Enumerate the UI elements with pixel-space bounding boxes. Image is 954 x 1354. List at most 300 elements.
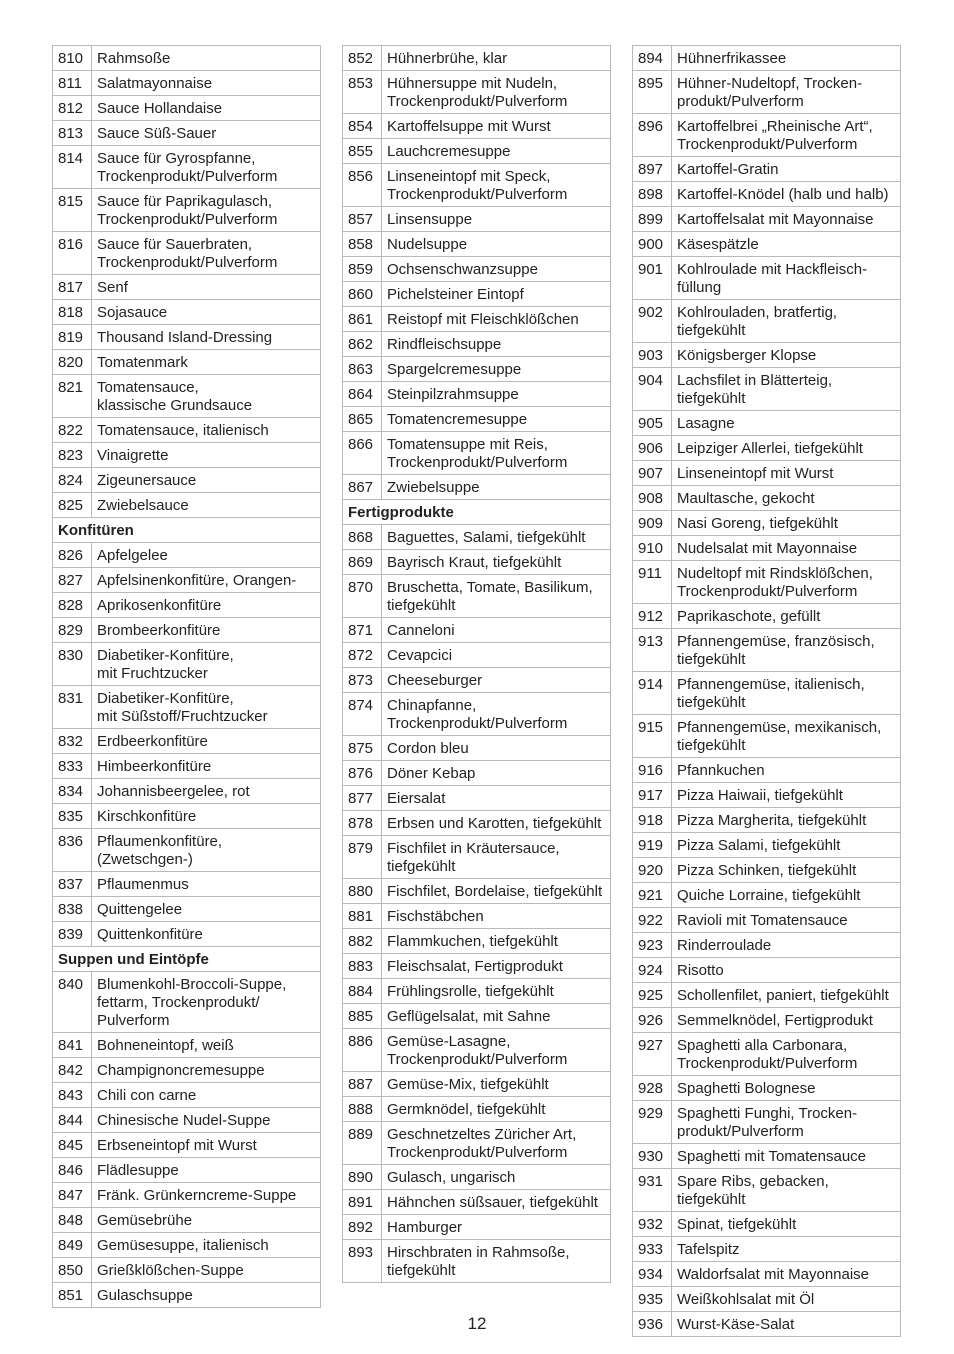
item-number: 920 — [633, 858, 672, 883]
item-name: Hamburger — [382, 1215, 611, 1240]
table-row — [53, 729, 321, 754]
item-number: 823 — [53, 443, 92, 468]
item-number: 887 — [343, 1072, 382, 1097]
item-number: 870 — [343, 575, 382, 618]
item-name: Quiche Lorraine, tiefgekühlt — [672, 883, 901, 908]
table-row — [343, 71, 611, 114]
table-row — [343, 307, 611, 332]
item-name: Flammkuchen, tiefgekühlt — [382, 929, 611, 954]
table-row — [633, 604, 901, 629]
table-row — [53, 1033, 321, 1058]
item-name: Spare Ribs, gebacken, tiefgekühlt — [672, 1169, 901, 1212]
item-name: Wurst-Käse-Salat — [672, 1312, 901, 1337]
section-header: Suppen und Eintöpfe — [53, 947, 321, 972]
item-number: 933 — [633, 1237, 672, 1262]
table-row — [343, 1072, 611, 1097]
table-row — [633, 715, 901, 758]
table-row — [53, 1083, 321, 1108]
item-number: 929 — [633, 1101, 672, 1144]
item-name: Kohlrouladen, bratfertig, tiefgekühlt — [672, 300, 901, 343]
item-name: Diabetiker-Konfitüre, mit Süßstoff/Fruchtzucker — [92, 686, 321, 729]
item-number: 861 — [343, 307, 382, 332]
item-number: 820 — [53, 350, 92, 375]
table-row — [53, 897, 321, 922]
item-name: Chinapfanne, Trockenprodukt/Pulverform — [382, 693, 611, 736]
item-name: Himbeerkonfitüre — [92, 754, 321, 779]
item-name: Pfannkuchen — [672, 758, 901, 783]
item-name: Flädlesuppe — [92, 1158, 321, 1183]
item-name: Semmelknödel, Fertigprodukt — [672, 1008, 901, 1033]
item-name: Champignoncremesuppe — [92, 1058, 321, 1083]
item-number: 822 — [53, 418, 92, 443]
item-number: 928 — [633, 1076, 672, 1101]
item-number: 890 — [343, 1165, 382, 1190]
table-row — [343, 618, 611, 643]
table-row — [53, 443, 321, 468]
table-row — [53, 972, 321, 1033]
item-name: Gulasch, ungarisch — [382, 1165, 611, 1190]
table-row — [53, 568, 321, 593]
item-number: 881 — [343, 904, 382, 929]
table-row — [343, 929, 611, 954]
item-number: 814 — [53, 146, 92, 189]
item-name: Spaghetti alla Carbonara, Trockenprodukt/Pulverform — [672, 1033, 901, 1076]
item-name: Thousand Island-Dressing — [92, 325, 321, 350]
item-name: Salatmayonnaise — [92, 71, 321, 96]
item-number: 858 — [343, 232, 382, 257]
item-name: Tomatensuppe mit Reis, Trockenprodukt/Pulverform — [382, 432, 611, 475]
table-row — [53, 189, 321, 232]
item-number: 916 — [633, 758, 672, 783]
item-name: Erbseneintopf mit Wurst — [92, 1133, 321, 1158]
item-number: 885 — [343, 1004, 382, 1029]
item-name: Risotto — [672, 958, 901, 983]
table-row — [343, 282, 611, 307]
table-row — [53, 325, 321, 350]
item-number: 914 — [633, 672, 672, 715]
table-row — [343, 761, 611, 786]
item-name: Tomatenmark — [92, 350, 321, 375]
item-name: Pichelsteiner Eintopf — [382, 282, 611, 307]
table-row — [343, 575, 611, 618]
item-number: 816 — [53, 232, 92, 275]
table-row — [343, 232, 611, 257]
item-number: 880 — [343, 879, 382, 904]
item-number: 923 — [633, 933, 672, 958]
item-name: Rahmsoße — [92, 46, 321, 71]
table-row — [633, 1008, 901, 1033]
table-row — [53, 593, 321, 618]
item-name: Rinderroulade — [672, 933, 901, 958]
item-number: 857 — [343, 207, 382, 232]
table-row — [343, 693, 611, 736]
item-name: Waldorfsalat mit Mayonnaise — [672, 1262, 901, 1287]
table-row — [633, 1076, 901, 1101]
item-name: Vinaigrette — [92, 443, 321, 468]
table-row — [343, 736, 611, 761]
item-name: Pizza Haiwaii, tiefgekühlt — [672, 783, 901, 808]
item-number: 884 — [343, 979, 382, 1004]
table-row — [53, 375, 321, 418]
item-name: Reistopf mit Fleischklößchen — [382, 307, 611, 332]
item-name: Zigeunersauce — [92, 468, 321, 493]
item-number: 900 — [633, 232, 672, 257]
item-name: Pfannengemüse, französisch, tiefgekühlt — [672, 629, 901, 672]
item-number: 893 — [343, 1240, 382, 1283]
item-name: Nasi Goreng, tiefgekühlt — [672, 511, 901, 536]
item-name: Frühlingsrolle, tiefgekühlt — [382, 979, 611, 1004]
item-name: Ochsenschwanzsuppe — [382, 257, 611, 282]
table-row — [633, 157, 901, 182]
item-number: 817 — [53, 275, 92, 300]
table-row — [53, 121, 321, 146]
table-row — [343, 904, 611, 929]
table-row — [343, 979, 611, 1004]
item-name: Sojasauce — [92, 300, 321, 325]
table-row — [343, 1165, 611, 1190]
table-row — [343, 550, 611, 575]
item-number: 922 — [633, 908, 672, 933]
table-row — [53, 146, 321, 189]
item-number: 902 — [633, 300, 672, 343]
item-number: 889 — [343, 1122, 382, 1165]
table-row — [343, 139, 611, 164]
item-name: Germknödel, tiefgekühlt — [382, 1097, 611, 1122]
table-row — [633, 672, 901, 715]
table-row — [343, 954, 611, 979]
table-row — [53, 872, 321, 897]
item-number: 876 — [343, 761, 382, 786]
table-row — [633, 858, 901, 883]
table-row — [343, 1215, 611, 1240]
table-row — [633, 411, 901, 436]
table-row — [53, 643, 321, 686]
item-number: 918 — [633, 808, 672, 833]
item-name: Ravioli mit Tomatensauce — [672, 908, 901, 933]
item-name: Fleischsalat, Fertigprodukt — [382, 954, 611, 979]
item-number: 818 — [53, 300, 92, 325]
item-number: 899 — [633, 207, 672, 232]
item-name: Bohneneintopf, weiß — [92, 1033, 321, 1058]
item-name: Tomatensauce, italienisch — [92, 418, 321, 443]
section-header-row — [53, 947, 321, 972]
item-name: Gulaschsuppe — [92, 1283, 321, 1308]
table-row — [53, 350, 321, 375]
table-row — [53, 46, 321, 71]
table-row — [53, 96, 321, 121]
table-row — [633, 257, 901, 300]
table-row — [53, 922, 321, 947]
table-row — [53, 418, 321, 443]
item-name: Spaghetti Funghi, Trocken- produkt/Pulverform — [672, 1101, 901, 1144]
table-row — [343, 643, 611, 668]
item-number: 903 — [633, 343, 672, 368]
item-name: Kartoffel-Gratin — [672, 157, 901, 182]
item-name: Käsespätzle — [672, 232, 901, 257]
item-name: Steinpilzrahmsuppe — [382, 382, 611, 407]
item-name: Pflaumenmus — [92, 872, 321, 897]
item-name: Gemüse-Lasagne, Trockenprodukt/Pulverform — [382, 1029, 611, 1072]
table-row — [53, 686, 321, 729]
table-row — [633, 958, 901, 983]
item-name: Hühner-Nudeltopf, Trocken- produkt/Pulverform — [672, 71, 901, 114]
item-number: 846 — [53, 1158, 92, 1183]
item-name: Bruschetta, Tomate, Basilikum, tiefgekühlt — [382, 575, 611, 618]
table-row — [633, 1033, 901, 1076]
table-row — [53, 71, 321, 96]
item-name: Cevapcici — [382, 643, 611, 668]
table-row — [343, 525, 611, 550]
item-name: Apfelsinenkonfitüre, Orangen- — [92, 568, 321, 593]
item-name: Aprikosenkonfitüre — [92, 593, 321, 618]
item-name: Zwiebelsuppe — [382, 475, 611, 500]
item-number: 810 — [53, 46, 92, 71]
item-number: 825 — [53, 493, 92, 518]
table-row — [343, 836, 611, 879]
food-list-column-1 — [52, 45, 321, 1308]
table-row — [343, 1122, 611, 1165]
table-row — [343, 357, 611, 382]
item-name: Grießklößchen-Suppe — [92, 1258, 321, 1283]
item-name: Pizza Schinken, tiefgekühlt — [672, 858, 901, 883]
item-name: Spaghetti mit Tomatensauce — [672, 1144, 901, 1169]
section-header-row — [343, 500, 611, 525]
item-number: 859 — [343, 257, 382, 282]
item-number: 848 — [53, 1208, 92, 1233]
table-row — [633, 182, 901, 207]
item-name: Geschnetzeltes Züricher Art, Trockenprodukt/Pulverform — [382, 1122, 611, 1165]
item-number: 865 — [343, 407, 382, 432]
item-number: 936 — [633, 1312, 672, 1337]
item-number: 873 — [343, 668, 382, 693]
item-number: 898 — [633, 182, 672, 207]
item-number: 854 — [343, 114, 382, 139]
table-row — [343, 879, 611, 904]
item-name: Erdbeerkonfitüre — [92, 729, 321, 754]
table-row — [343, 475, 611, 500]
item-name: Gemüse-Mix, tiefgekühlt — [382, 1072, 611, 1097]
table-row — [53, 1183, 321, 1208]
item-name: Blumenkohl-Broccoli-Suppe, fettarm, Trockenprodukt/ Pulverform — [92, 972, 321, 1033]
table-row — [633, 1287, 901, 1312]
table-row — [633, 368, 901, 411]
table-row — [633, 783, 901, 808]
item-number: 869 — [343, 550, 382, 575]
table-row — [633, 300, 901, 343]
table-row — [633, 629, 901, 672]
table-row — [53, 1108, 321, 1133]
table-row — [53, 1258, 321, 1283]
item-name: Kartoffelbrei „Rheinische Art“, Trockenprodukt/Pulverform — [672, 114, 901, 157]
item-name: Spinat, tiefgekühlt — [672, 1212, 901, 1237]
item-number: 833 — [53, 754, 92, 779]
item-name: Brombeerkonfitüre — [92, 618, 321, 643]
item-number: 845 — [53, 1133, 92, 1158]
item-number: 871 — [343, 618, 382, 643]
item-name: Nudeltopf mit Rindsklößchen, Trockenprodukt/Pulverform — [672, 561, 901, 604]
item-name: Sauce für Gyrospfanne, Trockenprodukt/Pulverform — [92, 146, 321, 189]
table-row — [343, 332, 611, 357]
item-name: Sauce für Sauerbraten, Trockenprodukt/Pulverform — [92, 232, 321, 275]
item-number: 904 — [633, 368, 672, 411]
item-name: Schollenfilet, paniert, tiefgekühlt — [672, 983, 901, 1008]
table-row — [633, 46, 901, 71]
item-number: 926 — [633, 1008, 672, 1033]
item-name: Gemüsebrühe — [92, 1208, 321, 1233]
table-row — [633, 1144, 901, 1169]
item-number: 843 — [53, 1083, 92, 1108]
table-row — [633, 232, 901, 257]
item-number: 913 — [633, 629, 672, 672]
item-number: 896 — [633, 114, 672, 157]
table-row — [633, 808, 901, 833]
table-row — [633, 536, 901, 561]
table-row — [633, 1101, 901, 1144]
table-row — [343, 1029, 611, 1072]
table-row — [633, 343, 901, 368]
table-row — [343, 811, 611, 836]
table-row — [343, 382, 611, 407]
table-row — [343, 407, 611, 432]
table-row — [53, 779, 321, 804]
item-number: 815 — [53, 189, 92, 232]
item-number: 829 — [53, 618, 92, 643]
item-name: Königsberger Klopse — [672, 343, 901, 368]
table-row — [343, 114, 611, 139]
item-number: 910 — [633, 536, 672, 561]
item-number: 827 — [53, 568, 92, 593]
item-number: 930 — [633, 1144, 672, 1169]
table-row — [343, 207, 611, 232]
item-number: 935 — [633, 1287, 672, 1312]
table-row — [53, 275, 321, 300]
item-name: Fränk. Grünkerncreme-Suppe — [92, 1183, 321, 1208]
item-number: 832 — [53, 729, 92, 754]
item-number: 840 — [53, 972, 92, 1033]
item-number: 853 — [343, 71, 382, 114]
table-row — [633, 486, 901, 511]
item-number: 834 — [53, 779, 92, 804]
item-name: Pflaumenkonfitüre, (Zwetschgen-) — [92, 829, 321, 872]
table-row — [53, 618, 321, 643]
table-row — [53, 1058, 321, 1083]
table-row — [343, 668, 611, 693]
item-number: 837 — [53, 872, 92, 897]
item-number: 835 — [53, 804, 92, 829]
item-number: 849 — [53, 1233, 92, 1258]
item-name: Diabetiker-Konfitüre, mit Fruchtzucker — [92, 643, 321, 686]
table-row — [633, 1169, 901, 1212]
table-row — [53, 829, 321, 872]
item-number: 874 — [343, 693, 382, 736]
item-number: 872 — [343, 643, 382, 668]
item-number: 830 — [53, 643, 92, 686]
item-number: 850 — [53, 1258, 92, 1283]
item-name: Zwiebelsauce — [92, 493, 321, 518]
item-name: Hühnerfrikassee — [672, 46, 901, 71]
item-number: 894 — [633, 46, 672, 71]
item-number: 867 — [343, 475, 382, 500]
table-row — [343, 164, 611, 207]
item-name: Johannisbeergelee, rot — [92, 779, 321, 804]
item-name: Nudelsuppe — [382, 232, 611, 257]
item-name: Rindfleischsuppe — [382, 332, 611, 357]
item-number: 875 — [343, 736, 382, 761]
item-name: Sauce für Paprikagulasch, Trockenprodukt/Pulverform — [92, 189, 321, 232]
item-name: Gemüsesuppe, italienisch — [92, 1233, 321, 1258]
item-name: Tomatensauce, klassische Grundsauce — [92, 375, 321, 418]
item-number: 915 — [633, 715, 672, 758]
item-number: 925 — [633, 983, 672, 1008]
table-row — [633, 561, 901, 604]
item-number: 826 — [53, 543, 92, 568]
item-number: 868 — [343, 525, 382, 550]
item-name: Apfelgelee — [92, 543, 321, 568]
item-name: Baguettes, Salami, tiefgekühlt — [382, 525, 611, 550]
section-header: Fertigprodukte — [343, 500, 611, 525]
table-row — [633, 933, 901, 958]
item-number: 878 — [343, 811, 382, 836]
item-name: Pfannengemüse, mexikanisch, tiefgekühlt — [672, 715, 901, 758]
table-row — [53, 1208, 321, 1233]
table-row — [343, 1190, 611, 1215]
table-row — [633, 908, 901, 933]
item-number: 864 — [343, 382, 382, 407]
item-number: 838 — [53, 897, 92, 922]
item-name: Sauce Hollandaise — [92, 96, 321, 121]
table-row — [633, 883, 901, 908]
table-row — [343, 1004, 611, 1029]
item-number: 821 — [53, 375, 92, 418]
item-name: Sauce Süß-Sauer — [92, 121, 321, 146]
section-header-row — [53, 518, 321, 543]
item-number: 901 — [633, 257, 672, 300]
item-number: 856 — [343, 164, 382, 207]
item-name: Weißkohlsalat mit Öl — [672, 1287, 901, 1312]
item-name: Fischfilet, Bordelaise, tiefgekühlt — [382, 879, 611, 904]
item-name: Canneloni — [382, 618, 611, 643]
item-number: 847 — [53, 1183, 92, 1208]
table-row — [53, 1158, 321, 1183]
item-name: Kartoffel-Knödel (halb und halb) — [672, 182, 901, 207]
item-number: 882 — [343, 929, 382, 954]
item-number: 844 — [53, 1108, 92, 1133]
item-number: 866 — [343, 432, 382, 475]
item-number: 855 — [343, 139, 382, 164]
item-name: Döner Kebap — [382, 761, 611, 786]
table-row — [343, 786, 611, 811]
item-number: 908 — [633, 486, 672, 511]
item-number: 839 — [53, 922, 92, 947]
item-number: 919 — [633, 833, 672, 858]
item-number: 927 — [633, 1033, 672, 1076]
item-name: Hirschbraten in Rahmsoße, tiefgekühlt — [382, 1240, 611, 1283]
item-name: Kohlroulade mit Hackfleisch- füllung — [672, 257, 901, 300]
item-number: 813 — [53, 121, 92, 146]
item-name: Spargelcremesuppe — [382, 357, 611, 382]
table-row — [343, 432, 611, 475]
table-row — [633, 461, 901, 486]
table-row — [53, 300, 321, 325]
table-row — [53, 493, 321, 518]
item-number: 863 — [343, 357, 382, 382]
item-number: 907 — [633, 461, 672, 486]
table-row — [343, 46, 611, 71]
item-number: 879 — [343, 836, 382, 879]
table-row — [53, 232, 321, 275]
item-name: Linseneintopf mit Speck, Trockenprodukt/Pulverform — [382, 164, 611, 207]
item-number: 931 — [633, 1169, 672, 1212]
